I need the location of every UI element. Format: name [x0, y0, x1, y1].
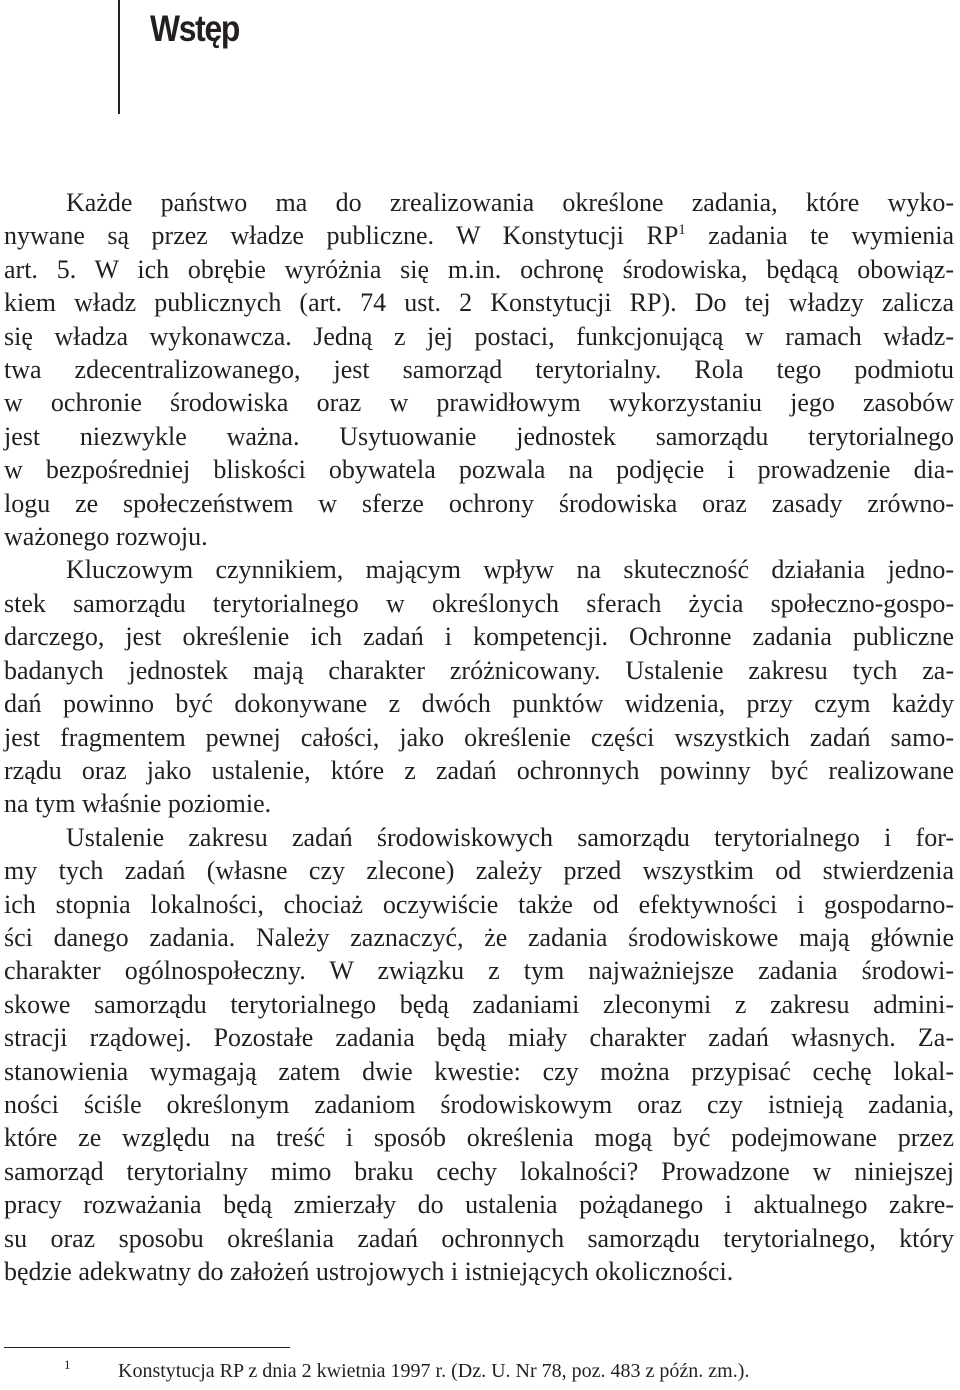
- text-line: ważonego rozwoju.: [4, 522, 208, 552]
- page-title: Wstęp: [150, 8, 240, 49]
- text-line: twa zdecentralizowanego, jest samorząd terytorialny. Rola tego podmiotu: [4, 355, 954, 385]
- text-line: stanowienia wymagają zatem dwie kwestie: czy można przypisać cechę lokal-: [4, 1056, 954, 1086]
- text-line: ności ściśle określonym zadaniom środowiskowym oraz czy istnieją zadania,: [4, 1089, 954, 1119]
- paragraph-2: [4, 553, 954, 820]
- text-line: na tym właśnie poziomie.: [4, 789, 272, 819]
- text-line: stracji rządowej. Pozostałe zadania będą miały charakter zadań własnych. Za-: [4, 1023, 954, 1053]
- title-vertical-rule: [118, 0, 120, 114]
- text-line: charakter ogólnospołeczny. W związku z tym najważniejsze zadania środowi-: [4, 956, 954, 986]
- text-line: logu ze społeczeństwem w sferze ochrony środowiska oraz zasady zrówno-: [4, 488, 954, 518]
- text-line: dań powinno być dokonywane z dwóch punktów widzenia, przy czym każdy: [4, 689, 954, 719]
- text-line: będzie adekwatny do założeń ustrojowych i istniejących okoliczności.: [4, 1257, 734, 1286]
- text-line: skowe samorządu terytorialnego będą zadaniami zleconymi z zakresu admini-: [4, 989, 954, 1019]
- text-line-with-footnote: [4, 219, 954, 252]
- text-line: Każde państwo ma do zrealizowania określone zadania, które wyko-: [66, 188, 954, 217]
- text-line: stek samorządu terytorialnego w określonych sferach życia społeczno-gospo-: [4, 588, 954, 618]
- text-line: które ze względu na treść i sposób określenia mogą być podejmowane przez: [4, 1123, 954, 1153]
- text-line: Kluczowym czynnikiem, mającym wpływ na skuteczność działania jedno-: [66, 555, 954, 585]
- text-line: w ochronie środowiska oraz w prawidłowym wykorzystaniu jego zasobów: [4, 388, 954, 418]
- text-line: darczego, jest określenie ich zadań i kompetencji. Ochronne zadania publiczne: [4, 622, 954, 652]
- text-line: samorząd terytorialny mimo braku cechy lokalności? Prowadzone w niniejszej: [4, 1156, 954, 1186]
- text-line: my tych zadań (własne czy zlecone) zależy przed wszystkim od stwierdzenia: [4, 856, 954, 886]
- text-line: jest niezwykle ważna. Usytuowanie jednostek samorządu terytorialnego: [4, 421, 954, 451]
- text-line: su oraz sposobu określania zadań ochronnych samorządu terytorialnego, który: [4, 1223, 954, 1253]
- footnote-separator: [4, 1347, 290, 1348]
- text-line: rządu oraz jako ustalenie, które z zadań ochronnych powinny być realizowane: [4, 755, 954, 785]
- text-line: Ustalenie zakresu zadań środowiskowych samorządu terytorialnego i for-: [66, 822, 954, 852]
- footnote-text: Konstytucja RP z dnia 2 kwietnia 1997 r. (Dz. U. Nr 78, poz. 483 z późn. zm.).: [118, 1360, 750, 1382]
- paragraph-1: [4, 186, 954, 553]
- text-line: ich stopnia lokalności, chociaż oczywiście także od efektywności i gospodarno-: [4, 889, 954, 919]
- text-line: kiem władz publicznych (art. 74 ust. 2 Konstytucji RP). Do tej władzy zalicza: [4, 288, 954, 318]
- paragraph-3: [4, 821, 954, 1289]
- footnote-number: 1: [64, 1357, 71, 1372]
- text-line: badanych jednostek mają charakter zróżnicowany. Ustalenie zakresu tych za-: [4, 655, 954, 685]
- text-line: art. 5. W ich obrębie wyróżnia się m.in. ochronę środowiska, będącą obowiąz-: [4, 254, 954, 284]
- body-text: [4, 186, 954, 1288]
- footnote-reference[interactable]: 1: [678, 222, 686, 239]
- footnote: [4, 1357, 749, 1383]
- text-line: ści danego zadania. Należy zaznaczyć, że zadania środowiskowe mają głównie: [4, 922, 954, 952]
- text-segment: nywane są przez władze publiczne. W Konstytucji RP: [4, 221, 679, 251]
- text-line: jest fragmentem pewnej całości, jako określenie części wszystkich zadań samo-: [4, 722, 954, 752]
- text-line: w bezpośredniej bliskości obywatela pozwala na podjęcie i prowadzenie dia-: [4, 455, 954, 485]
- text-segment: zadania te wymienia: [685, 221, 954, 251]
- text-line: się władza wykonawcza. Jedną z jej postaci, funkcjonującą w ramach władz-: [4, 321, 954, 351]
- text-line: pracy rozważania będą zmierzały do ustalenia pożądanego i aktualnego zakre-: [4, 1190, 954, 1220]
